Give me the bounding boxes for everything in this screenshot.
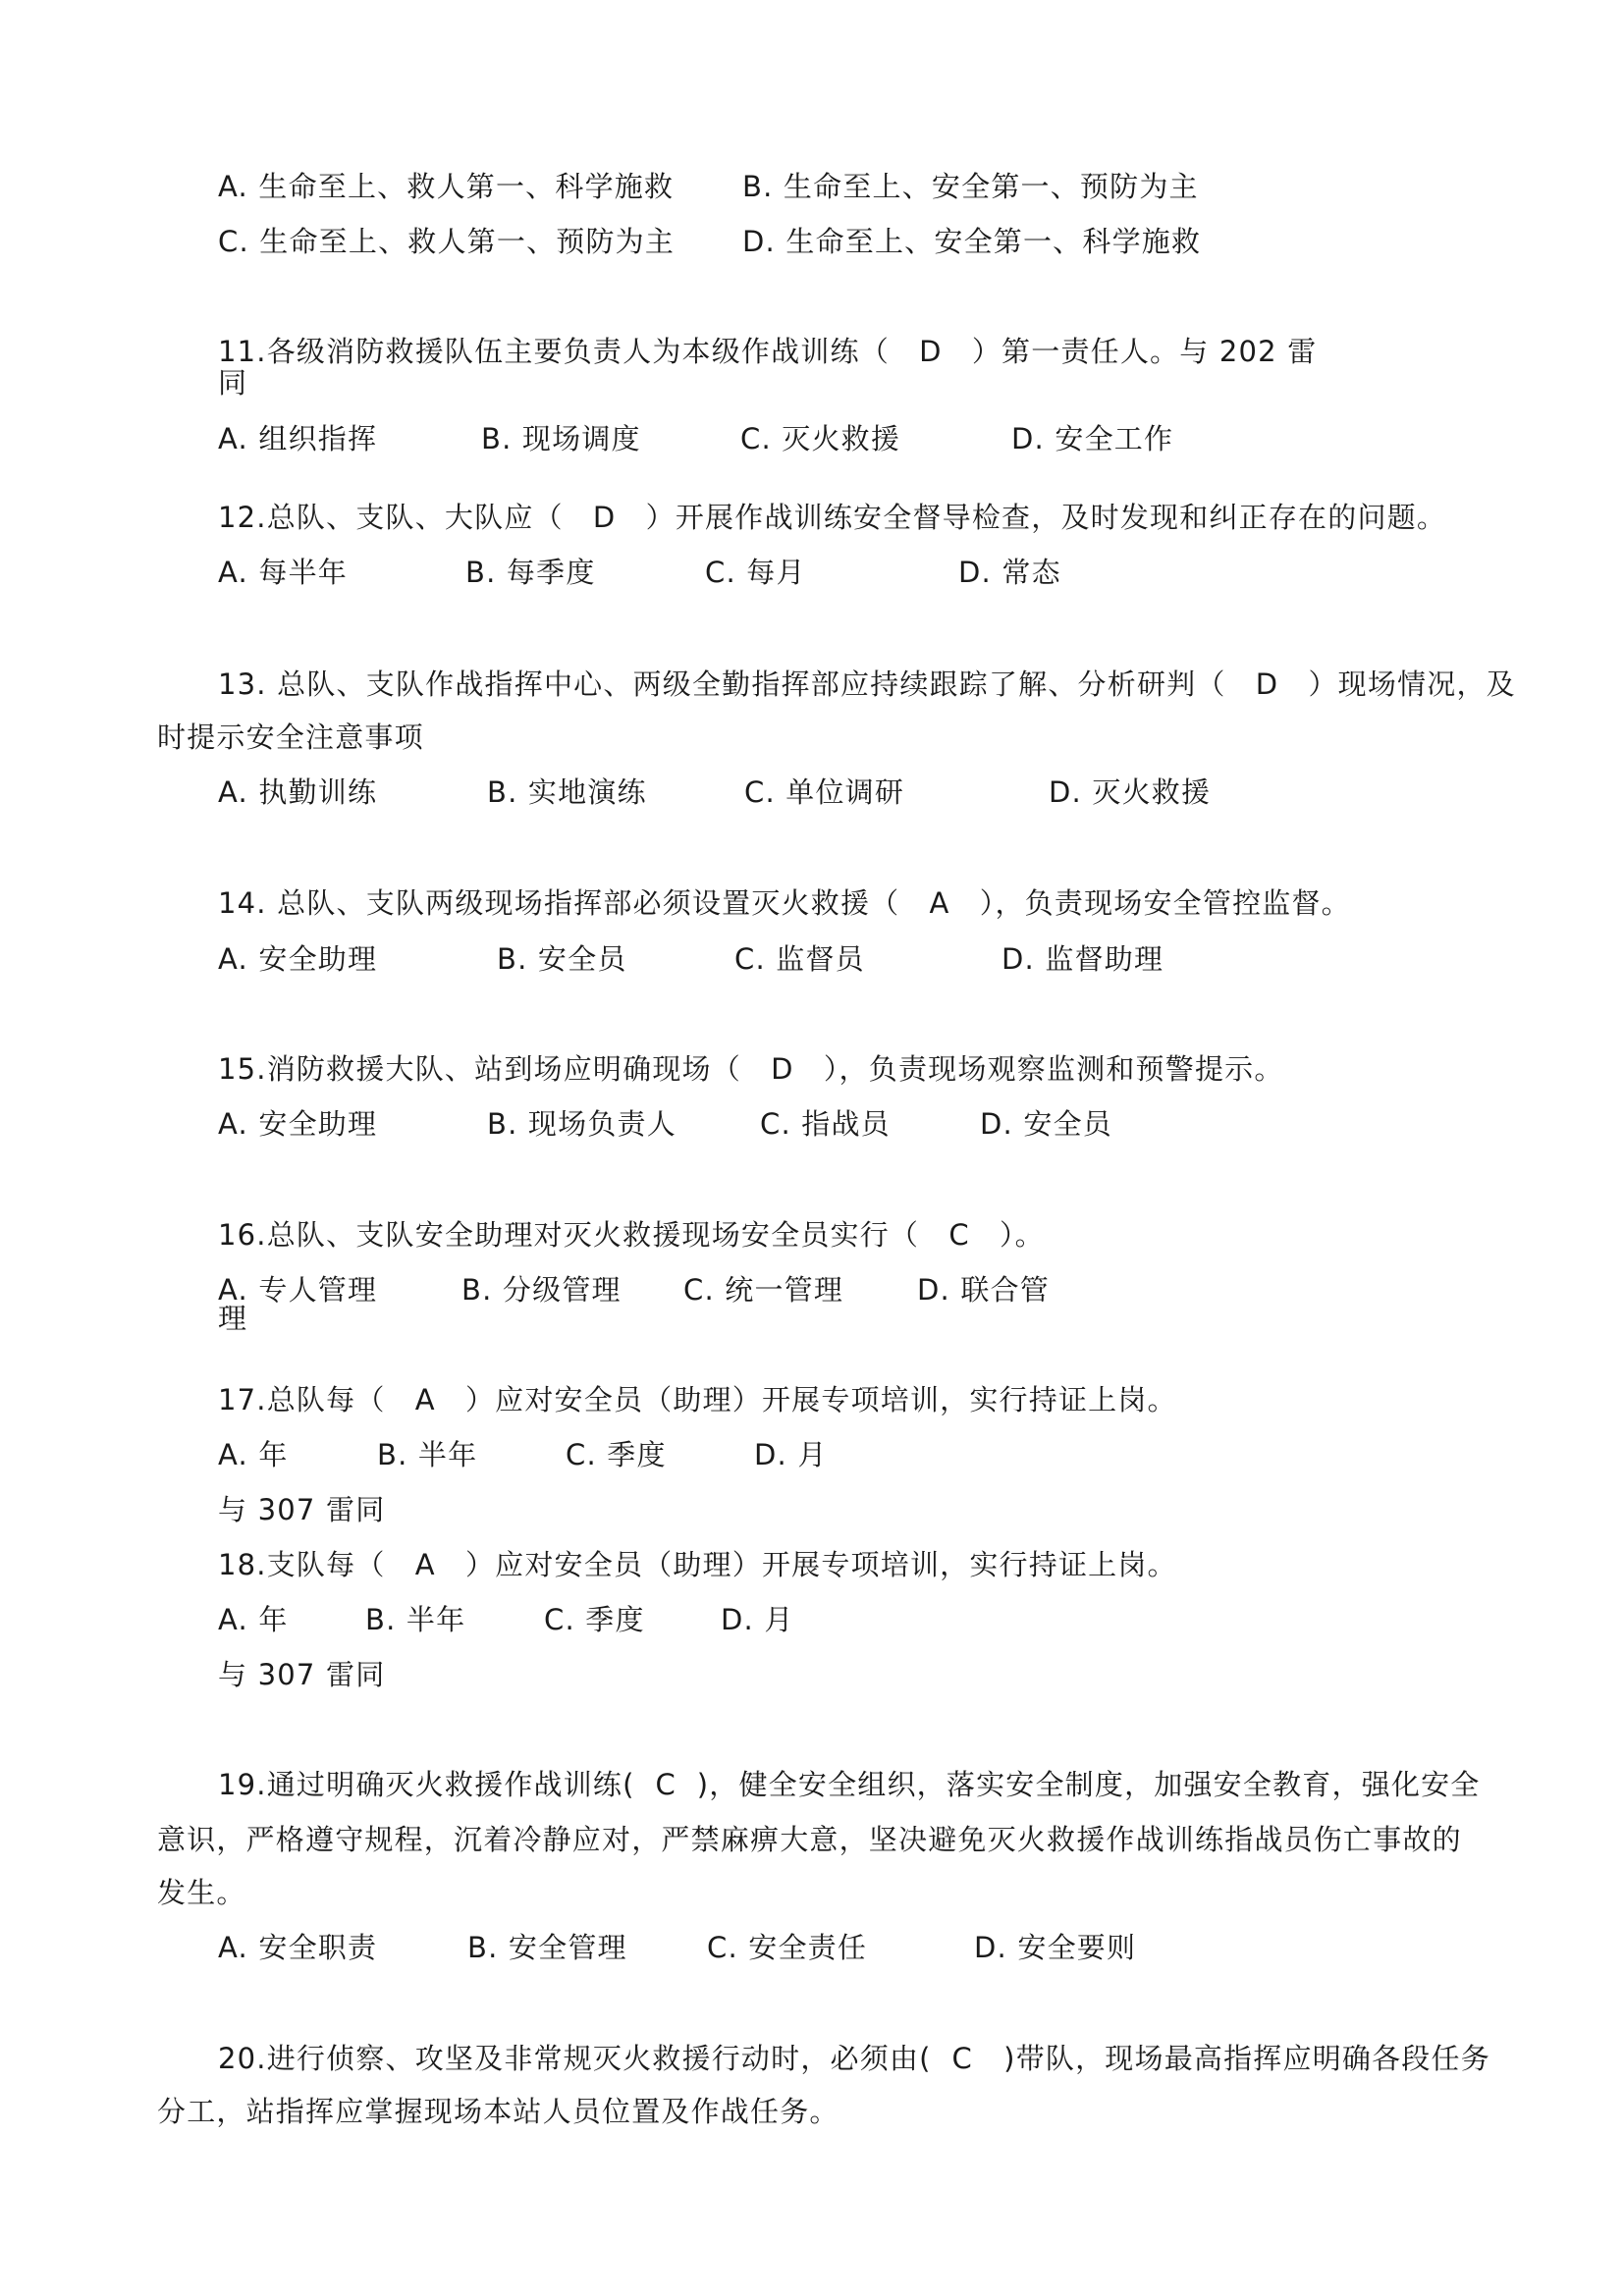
q17-option-d: D. 月 — [754, 1438, 828, 1471]
q16-option-c: C. 统一管理 — [683, 1273, 844, 1307]
q19-option-c: C. 安全责任 — [707, 1931, 868, 1964]
q11-stem: 11.各级消防救援队伍主要负责人为本级作战训练（ D ）第一责任人。与 202 雷 — [218, 335, 1318, 368]
q12-stem: 12.总队、支队、大队应（ D ）开展作战训练安全督导检查，及时发现和纠正存在的问题。 — [218, 501, 1447, 534]
q12-option-c: C. 每月 — [705, 556, 806, 589]
q16-option-a: A. 专人管理 — [218, 1273, 378, 1307]
q11-option-d: D. 安全工作 — [1011, 422, 1174, 455]
q15-option-b: B. 现场负责人 — [487, 1107, 677, 1141]
q14-stem: 14. 总队、支队两级现场指挥部必须设置灭火救援（ A ），负责现场安全管控监督。 — [218, 886, 1351, 920]
q12-option-b: B. 每季度 — [465, 556, 596, 589]
q18-option-b: B. 半年 — [365, 1603, 466, 1636]
q16-option-d-wrap: 理 — [218, 1302, 248, 1335]
q18-note: 与 307 雷同 — [218, 1658, 386, 1691]
q10-option-d: D. 生命至上、安全第一、科学施救 — [742, 225, 1202, 258]
q13-option-d: D. 灭火救援 — [1049, 775, 1212, 809]
q15-option-a: A. 安全助理 — [218, 1107, 378, 1141]
q16-stem: 16.总队、支队安全助理对灭火救援现场安全员实行（ C ）。 — [218, 1218, 1045, 1252]
q14-option-b: B. 安全员 — [497, 942, 627, 976]
q20-stem-wrap: 分工，站指挥应掌握现场本站人员位置及作战任务。 — [157, 2095, 839, 2128]
q14-option-a: A. 安全助理 — [218, 942, 378, 976]
q14-option-c: C. 监督员 — [734, 942, 865, 976]
q18-option-a: A. 年 — [218, 1603, 289, 1636]
q17-note: 与 307 雷同 — [218, 1493, 386, 1526]
q13-stem: 13. 总队、支队作战指挥中心、两级全勤指挥部应持续跟踪了解、分析研判（ D ）现场情况，及 — [218, 667, 1516, 701]
q12-option-a: A. 每半年 — [218, 556, 348, 589]
q16-option-d: D. 联合管 — [917, 1273, 1050, 1307]
q11-option-a: A. 组织指挥 — [218, 422, 378, 455]
q10-option-c: C. 生命至上、救人第一、预防为主 — [218, 225, 676, 258]
q15-option-d: D. 安全员 — [980, 1107, 1112, 1141]
q13-option-b: B. 实地演练 — [487, 775, 647, 809]
q15-option-c: C. 指战员 — [760, 1107, 891, 1141]
q15-stem: 15.消防救援大队、站到场应明确现场（ D ），负责现场观察监测和预警提示。 — [218, 1052, 1284, 1086]
q10-option-a: A. 生命至上、救人第一、科学施救 — [218, 170, 675, 203]
q18-option-c: C. 季度 — [544, 1603, 645, 1636]
q17-stem: 17.总队每（ A ）应对安全员（助理）开展专项培训，实行持证上岗。 — [218, 1383, 1177, 1416]
q12-option-d: D. 常态 — [958, 556, 1061, 589]
q19-option-b: B. 安全管理 — [467, 1931, 627, 1964]
q17-option-a: A. 年 — [218, 1438, 289, 1471]
q20-stem: 20.进行侦察、攻坚及非常规灭火救援行动时，必须由( C )带队，现场最高指挥应明确各段任务 — [218, 2042, 1490, 2075]
q11-option-b: B. 现场调度 — [481, 422, 641, 455]
q10-option-b: B. 生命至上、安全第一、预防为主 — [742, 170, 1199, 203]
q19-stem-wrap-1: 意识，严格遵守规程，沉着冷静应对，严禁麻痹大意，坚决避免灭火救援作战训练指战员伤亡事故的 — [157, 1823, 1462, 1856]
q11-option-c: C. 灭火救援 — [740, 422, 901, 455]
q17-option-b: B. 半年 — [377, 1438, 478, 1471]
q11-stem-wrap: 同 — [218, 366, 248, 400]
q19-stem-wrap-2: 发生。 — [157, 1876, 246, 1909]
q19-option-d: D. 安全要则 — [974, 1931, 1137, 1964]
q13-stem-wrap: 时提示安全注意事项 — [157, 721, 424, 754]
q19-option-a: A. 安全职责 — [218, 1931, 378, 1964]
q16-option-b: B. 分级管理 — [461, 1273, 622, 1307]
q18-option-d: D. 月 — [721, 1603, 794, 1636]
q18-stem: 18.支队每（ A ）应对安全员（助理）开展专项培训，实行持证上岗。 — [218, 1548, 1177, 1581]
q13-option-c: C. 单位调研 — [744, 775, 905, 809]
q14-option-d: D. 监督助理 — [1001, 942, 1164, 976]
q13-option-a: A. 执勤训练 — [218, 775, 378, 809]
q17-option-c: C. 季度 — [566, 1438, 667, 1471]
q19-stem: 19.通过明确灭火救援作战训练( C )，健全安全组织，落实安全制度，加强安全教育，强化安全 — [218, 1768, 1481, 1801]
